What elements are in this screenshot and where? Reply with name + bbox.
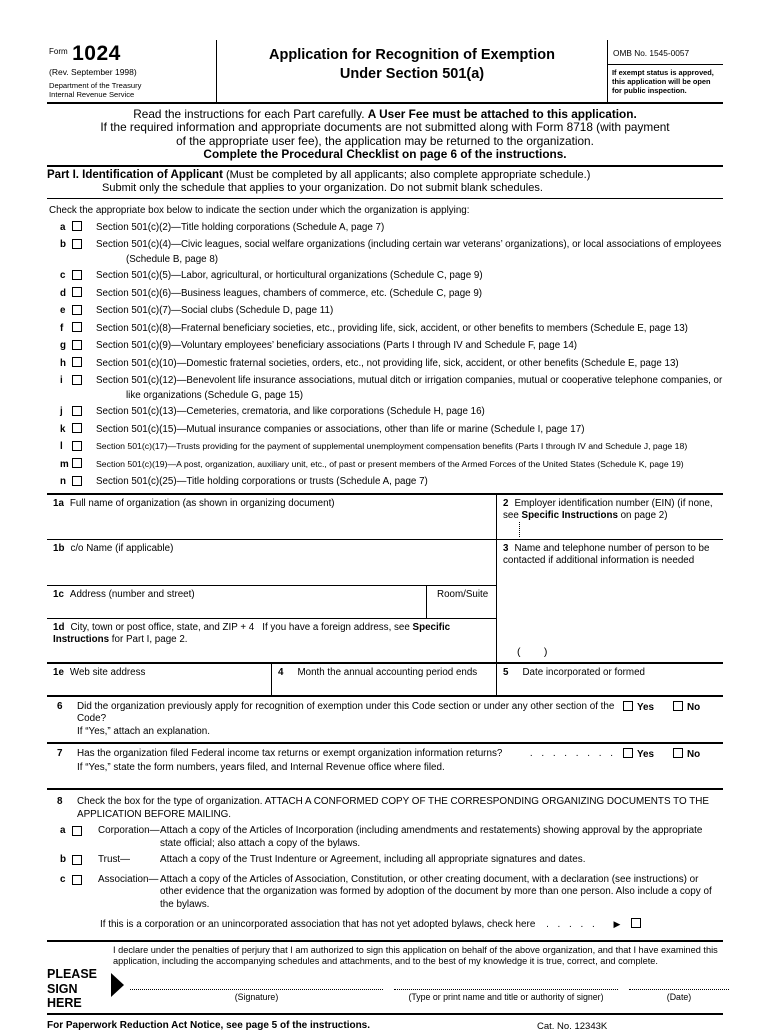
bylaws-dot-leaders: . . . . . [546, 919, 595, 931]
notice-line1-bold: A User Fee must be attached to this application. [367, 106, 637, 121]
option-b-checkbox[interactable] [72, 239, 82, 249]
field-1d-label-2: If you have a foreign address, see [262, 621, 413, 633]
option-e-checkbox[interactable] [72, 305, 82, 315]
field-5-label: Date incorporated or formed [522, 666, 645, 678]
field-1e-label: Web site address [69, 666, 146, 678]
ein-separator-dots [519, 522, 520, 537]
check-instruction: Check the appropriate box below to indicate the section under which the organization is applying: [49, 204, 470, 216]
field-1d-label-1: City, town or post office, state, and ZIP + 4 [70, 621, 255, 633]
option-row-n [47, 474, 723, 491]
option-a-checkbox[interactable] [72, 221, 82, 231]
part1-subtitle: (Must be completed by all applicants; also complete appropriate schedule.) [222, 168, 591, 181]
q7-yes-label: Yes [637, 749, 655, 761]
option-j-checkbox[interactable] [72, 406, 82, 416]
paperwork-reduction-notice: For Paperwork Reduction Act Notice, see page 5 of the instructions. [47, 1019, 371, 1031]
option-l-checkbox[interactable] [72, 441, 82, 451]
field-5-number: 5 [503, 666, 509, 678]
association-checkbox[interactable] [72, 875, 82, 885]
option-k-letter: k [60, 423, 66, 435]
trust-label: Trust— [98, 854, 131, 866]
field-1c-label: Address (number and street) [69, 588, 195, 600]
field-1e-website[interactable] [47, 664, 272, 695]
option-n-letter: n [60, 476, 66, 488]
option-k-checkbox[interactable] [72, 423, 82, 433]
trust-checkbox[interactable] [72, 855, 82, 865]
agency-line-1: Department of the Treasury [49, 81, 142, 90]
perjury-declaration: I declare under the penalties of perjury that I am authorized to sign this application on behalf of the above organization, and that I have examined this application, including the accompanying schedules and attachments, and to the best of my knowledge it is true, correct, and complete. [113, 944, 718, 967]
q6-no-checkbox[interactable] [673, 701, 683, 711]
form-id-block [47, 40, 217, 102]
option-j-letter: j [60, 406, 63, 418]
page-footer [47, 1020, 723, 1031]
field-1e-number: 1e [53, 666, 64, 678]
field-4-number: 4 [278, 666, 284, 678]
option-d-label: Section 501(c)(6)—Business leagues, chambers of commerce, etc. (Schedule C, page 9) [96, 287, 483, 299]
orgtype-row-trust [47, 854, 723, 870]
question-8 [47, 790, 723, 942]
option-f-label: Section 501(c)(8)—Fraternal beneficiary societies, etc., providing life, sick, accident, or other benefits to members (Schedule E, page 13) [96, 322, 688, 334]
field-1a-number: 1a [53, 497, 64, 509]
option-g-checkbox[interactable] [72, 340, 82, 350]
question-6 [47, 697, 723, 745]
option-e-label: Section 501(c)(7)—Social clubs (Schedule D, page 11) [96, 305, 334, 317]
section-options [47, 220, 723, 491]
option-row-a [47, 220, 723, 237]
q7-no-label: No [687, 749, 701, 761]
orgtype-row-association [47, 874, 723, 912]
option-row-f [47, 321, 723, 338]
field-2-label-post: on page 2) [617, 509, 668, 521]
form-title-line1: Application for Recognition of Exemption [269, 47, 555, 63]
q6-yes-checkbox[interactable] [623, 701, 633, 711]
corporation-label: Corporation— [98, 825, 160, 837]
field-1c-number: 1c [53, 588, 64, 600]
option-row-d [47, 286, 723, 303]
field-1d-label-3: for Part I, page 2. [109, 633, 188, 645]
field-3-number: 3 [503, 542, 509, 554]
bylaws-checkbox[interactable] [631, 918, 641, 928]
option-i-letter: i [60, 375, 63, 387]
orgtype-c-letter: c [60, 873, 66, 885]
option-f-checkbox[interactable] [72, 322, 82, 332]
field-1c-address[interactable] [47, 586, 427, 619]
option-row-m [47, 457, 723, 474]
option-row-e [47, 303, 723, 320]
option-row-c [47, 268, 723, 285]
part1-subtitle2: Submit only the schedule that applies to your organization. Do not submit blank schedules. [102, 181, 543, 194]
option-a-label: Section 501(c)(2)—Title holding corporations (Schedule A, page 7) [96, 221, 385, 233]
option-row-k [47, 422, 723, 439]
field-room-suite[interactable] [427, 586, 497, 619]
field-5-date-incorporated[interactable] [497, 664, 723, 695]
option-a-letter: a [60, 221, 66, 233]
please-sign-here-label [47, 967, 109, 1011]
option-h-label: Section 501(c)(10)—Domestic fraternal societies, orders, etc., not providing life, sick, accident, or other benefits (Schedule E, page 13) [96, 357, 679, 369]
sign-word: SIGN [47, 981, 78, 996]
option-d-letter: d [60, 287, 66, 299]
option-b-label: Section 501(c)(4)—Civic leagues, social welfare organizations (including certain war veterans’ organizations), or local associations of employees (Schedule B, page 8) [96, 239, 722, 266]
form-title [217, 40, 607, 102]
option-b-letter: b [60, 239, 66, 251]
option-row-h [47, 356, 723, 373]
form-number: 1024 [72, 42, 121, 65]
question-7 [47, 744, 723, 790]
option-row-j [47, 404, 723, 421]
orgtype-a-letter: a [60, 825, 66, 837]
field-4-accounting-period[interactable] [272, 664, 497, 695]
question-7-text: Has the organization filed Federal income tax returns or exempt organization information returns? [77, 748, 503, 760]
omb-number: OMB No. 1545-0057 [613, 48, 690, 58]
association-description: Attach a copy of the Articles of Association, Constitution, or other creating document, with a declaration (see instructions) or other evidence that the organization was formed by adoption of the document by more than one person. Also include a copy of the bylaws. [160, 873, 712, 910]
field-1b-label: c/o Name (if applicable) [70, 542, 174, 554]
date-line[interactable] [629, 979, 729, 990]
corporation-checkbox[interactable] [72, 826, 82, 836]
option-c-checkbox[interactable] [72, 270, 82, 280]
signature-field [130, 979, 383, 1011]
question-6-text: Did the organization previously apply for recognition of exemption under this Code section or under any other section of the Code? [77, 700, 615, 725]
field-1d-label-bold: Specific Instructions [53, 621, 451, 645]
public-inspection-note: If exempt status is approved, this application will be open for public inspection. [608, 64, 723, 102]
orgtype-row-corporation [47, 825, 723, 850]
q7-no-checkbox[interactable] [673, 748, 683, 758]
corporation-description: Attach a copy of the Articles of Incorporation (including amendments and restatements) showing approval by the appropriate state official; also attach a copy of the bylaws. [160, 825, 703, 849]
signature-label: (Signature) [234, 992, 279, 1003]
here-word: HERE [47, 996, 82, 1011]
field-2-label-pre: Employer identification number (EIN) (if none, see [503, 497, 713, 521]
option-c-label: Section 501(c)(5)—Labor, agricultural, or horticultural organizations (Schedule C, page 9) [96, 270, 483, 282]
notice-line4: Complete the Procedural Checklist on page 6 of the instructions. [203, 147, 567, 162]
option-n-checkbox[interactable] [72, 476, 82, 486]
field-1b-co-name[interactable] [47, 540, 497, 586]
question-7-dot-leaders: . . . . . . . . [529, 748, 613, 760]
field-3-contact[interactable] [497, 540, 723, 662]
agency-line-2: Internal Revenue Service [49, 89, 135, 99]
option-m-label: Section 501(c)(19)—A post, organization, auxiliary unit, etc., of past or present members of the Armed Forces of the United States (Schedule K, page 19) [96, 458, 684, 469]
trust-description: Attach a copy of the Trust Indenture or Agreement, including all appropriate signatures and dates. [160, 854, 586, 866]
date-field [629, 979, 729, 1011]
catalog-number: Cat. No. 12343K [537, 1020, 608, 1032]
field-3-label: Name and telephone number of person to be contacted if additional information is needed [503, 542, 710, 566]
field-1a-label: Full name of organization (as shown in organizing document) [69, 497, 335, 509]
user-fee-notice [47, 104, 723, 167]
part1-header [47, 167, 723, 199]
option-m-letter: m [60, 458, 69, 470]
question-8-intro: Check the box for the type of organization. ATTACH A CONFORMED COPY OF THE CORRESPONDING ORGANIZING DOCUMENTS TO THE APPLICATION BEFORE MAILING. [77, 796, 709, 820]
please-word: PLEASE [47, 967, 98, 982]
option-l-letter: l [60, 441, 63, 453]
option-row-l [47, 439, 723, 456]
phone-parentheses: ( ) [517, 646, 548, 659]
association-label: Association— [98, 873, 159, 885]
option-f-letter: f [60, 322, 64, 334]
identification-grid [47, 493, 723, 697]
q7-yes-checkbox[interactable] [623, 748, 633, 758]
option-d-checkbox[interactable] [72, 287, 82, 297]
option-i-label: Section 501(c)(12)—Benevolent life insurance associations, mutual ditch or irrigation companies, mutual or cooperative telephone companies, or like organizations (Schedule G, page 15) [96, 375, 723, 402]
option-e-letter: e [60, 305, 66, 317]
option-i-checkbox[interactable] [72, 375, 82, 385]
question-7-subtext: If “Yes,” state the form numbers, years filed, and Internal Revenue office where filed. [77, 761, 445, 773]
orgtype-b-letter: b [60, 854, 67, 866]
option-row-b [47, 237, 723, 267]
option-row-g [47, 338, 723, 355]
option-c-letter: c [60, 270, 66, 282]
option-k-label: Section 501(c)(15)—Mutual insurance companies or associations, other than life or marine (Schedule I, page 17) [96, 423, 585, 435]
option-h-letter: h [60, 357, 66, 369]
signature-line[interactable] [130, 979, 383, 990]
q6-yes-label: Yes [637, 701, 655, 713]
bylaws-check-line [100, 918, 723, 932]
field-2-label-bold: Specific Instructions [521, 509, 618, 521]
option-m-checkbox[interactable] [72, 458, 82, 468]
bylaws-text: If this is a corporation or an unincorporated association that has not yet adopted bylaws, check here [100, 919, 536, 931]
omb-block [607, 40, 723, 102]
option-h-checkbox[interactable] [72, 357, 82, 367]
signer-name-line[interactable] [394, 979, 618, 990]
option-n-label: Section 501(c)(25)—Title holding corporations or trusts (Schedule A, page 7) [96, 476, 428, 488]
option-j-label: Section 501(c)(13)—Cemeteries, crematoria, and like corporations (Schedule H, page 16) [96, 406, 485, 418]
field-4-label: Month the annual accounting period ends [297, 666, 478, 678]
signer-name-field [394, 979, 618, 1011]
option-row-i [47, 373, 723, 403]
option-g-letter: g [60, 340, 66, 352]
signature-block [47, 942, 723, 1015]
question-8-number: 8 [57, 796, 63, 808]
signer-name-label: (Type or print name and title or authority of signer) [408, 992, 604, 1003]
field-1b-number: 1b [53, 542, 65, 554]
part1-title: Part I. Identification of Applicant [47, 168, 223, 181]
field-1a-org-name[interactable] [47, 495, 497, 540]
form-revision: (Rev. September 1998) [49, 67, 137, 77]
question-7-number: 7 [57, 748, 63, 760]
option-l-label: Section 501(c)(17)—Trusts providing for the payment of supplemental unemployment compensation benefits (Parts I through IV and Schedule J, page 18) [96, 441, 688, 452]
notice-line2: If the required information and appropriate documents are not submitted along with Form 8718 (with payment [100, 120, 670, 135]
form-header [47, 40, 723, 104]
date-label: (Date) [666, 992, 692, 1003]
field-1d-city-state-zip[interactable] [47, 619, 497, 662]
notice-line3: of the appropriate user fee), the application may be returned to the organization. [176, 133, 594, 148]
arrow-right-icon: ▶ [613, 919, 621, 930]
form-word: Form [49, 47, 68, 56]
room-suite-label: Room/Suite [437, 588, 489, 600]
field-2-ein[interactable] [497, 495, 723, 540]
question-6-number: 6 [57, 700, 63, 712]
notice-line1-normal: Read the instructions for each Part carefully. [133, 106, 368, 121]
form-title-line2: Under Section 501(a) [339, 66, 485, 82]
question-6-subtext: If “Yes,” attach an explanation. [77, 725, 211, 737]
option-g-label: Section 501(c)(9)—Voluntary employees’ beneficiary associations (Parts I through IV and Schedule F, page 14) [96, 340, 578, 352]
q6-no-label: No [687, 701, 701, 713]
sign-here-arrow-icon [111, 973, 124, 997]
field-1d-number: 1d [53, 621, 65, 633]
field-2-number: 2 [503, 497, 509, 509]
